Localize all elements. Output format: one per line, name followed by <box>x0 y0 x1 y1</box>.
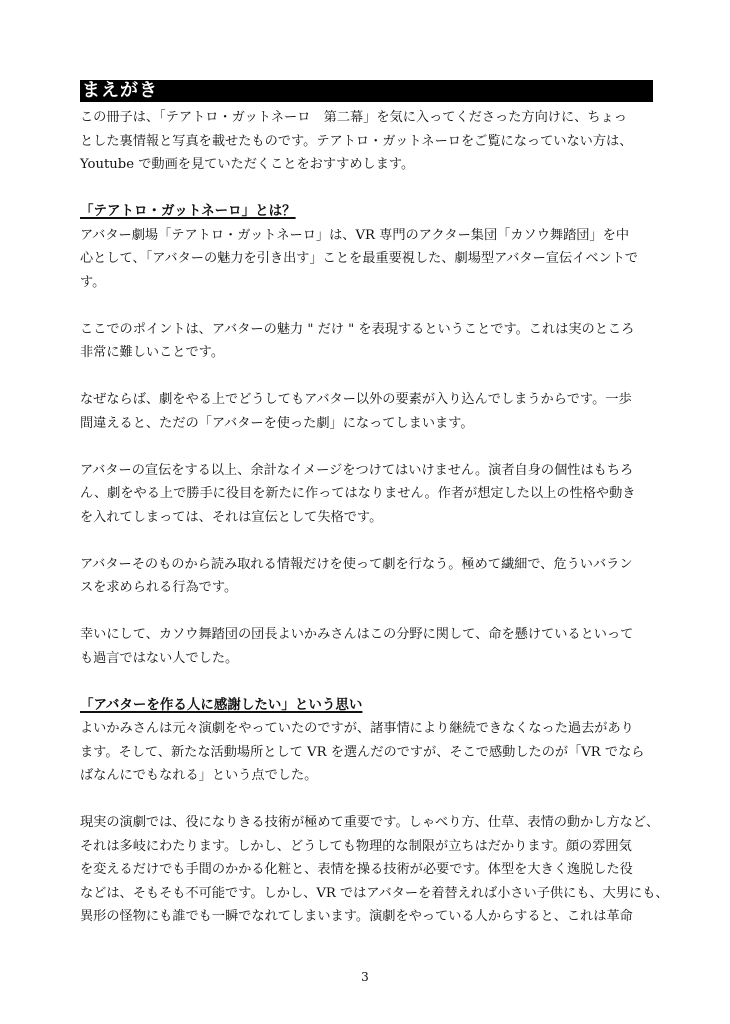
paragraph-gap <box>80 294 653 318</box>
text-line: なぜならば、劇をやる上でどうしてもアバター以外の要素が入り込んでしまうからです。一歩 <box>80 392 632 407</box>
text-line: 心として、「アバターの魅力を引き出す」ことを最重要視した、劇場型アバター宣伝イベントで <box>80 251 639 266</box>
text-line: ばなんにでもなれる」という点でした。 <box>80 768 318 783</box>
text-line: アバターの宣伝をする以上、余計なイメージをつけてはいけません。演者自身の個性はもちろ <box>80 462 634 478</box>
text-line: それは多岐にわたります。しかし、どうしても物理的な制限が立ちはだかります。顔の雰囲気 <box>80 838 632 854</box>
paragraph <box>80 388 653 435</box>
paragraph-gap <box>80 177 653 201</box>
text-line: す。 <box>80 274 106 290</box>
paragraph-gap <box>80 788 653 812</box>
text-line: などは、そもそも不可能です。しかし、VR ではアバターを着替えれば小さい子供にも、大男にも、 <box>80 885 669 901</box>
paragraph <box>80 811 669 929</box>
text-line: も過言ではない人でした。 <box>80 650 239 666</box>
paragraph <box>80 623 653 670</box>
text-line: この冊子は、「テアトロ・ガットネーロ 第二幕」を気に入ってくださった方向けに、ちょっ <box>80 110 627 125</box>
text-line: を入れてしまっては、それは宣伝として失格です。 <box>80 509 383 525</box>
text-line: よいかみさんは元々演劇をやっていたのですが、諸事情により継続できなくなった過去があり <box>80 721 634 736</box>
text-line: スを求められる行為です。 <box>80 580 238 595</box>
section-heading-teatro: 「テアトロ・ガットネーロ」とは？ <box>80 203 296 219</box>
paragraph <box>80 553 653 600</box>
paragraph <box>80 459 653 530</box>
document-body <box>80 106 669 929</box>
text-line: 現実の演劇では、役になりきる技術が極めて重要です。しゃべり方、仕草、表情の動かし方など、 <box>80 815 660 830</box>
page-title: まえがき <box>80 80 653 102</box>
paragraph-gap <box>80 529 653 553</box>
text-line: 間違えると、ただの「アバターを使った劇」になってしまいます。 <box>80 415 474 431</box>
page-number: 3 <box>361 970 369 984</box>
text-line: アバターそのものから読み取れる情報だけを使って劇を行なう。極めて繊細で、危ういバラン <box>80 556 633 572</box>
paragraph <box>80 224 653 295</box>
text-line: ん、劇をやる上で勝手に役目を新たに作ってはなりません。作者が想定した以上の性格や動き <box>80 486 636 501</box>
paragraph-gap <box>80 670 653 694</box>
text-line: ここでのポイントは、アバターの魅力 " だけ " を表現するということです。これは実のところ <box>80 321 635 337</box>
paragraph-gap <box>80 435 653 459</box>
paragraph <box>80 318 653 365</box>
paragraph-gap <box>80 365 653 389</box>
text-line: アバター劇場「テアトロ・ガットネーロ」は、VR 専門のアクター集団「カソウ舞踏団」を中 <box>80 227 630 243</box>
intro-paragraph <box>80 106 653 177</box>
text-line: Youtube で動画を見ていただくことをおすすめします。 <box>80 157 415 172</box>
text-line: ます。そして、新たな活動場所として VR を選んだのですが、そこで感動したのが「VR でなら <box>80 744 645 760</box>
text-line: 異形の怪物にも誰でも一瞬でなれてしまいます。演劇をやっている人からすると、これは革命 <box>80 909 633 924</box>
text-line: 非常に難しいことです。 <box>80 345 225 360</box>
section-heading-gratitude: 「アバターを作る人に感謝したい」という思い <box>80 696 363 713</box>
text-line: 幸いにして、カソウ舞踏団の団長よいかみさんはこの分野に関して、命を懸けているといって <box>80 627 634 642</box>
paragraph-gap <box>80 600 653 624</box>
paragraph <box>80 717 653 788</box>
text-line: とした裏情報と写真を載せたものです。テアトロ・ガットネーロをご覧になっていない方は、 <box>80 133 633 149</box>
text-line: を変えるだけでも手間のかかる化粧と、表情を操る技術が必要です。体型を大きく逸脱した役 <box>80 862 633 877</box>
